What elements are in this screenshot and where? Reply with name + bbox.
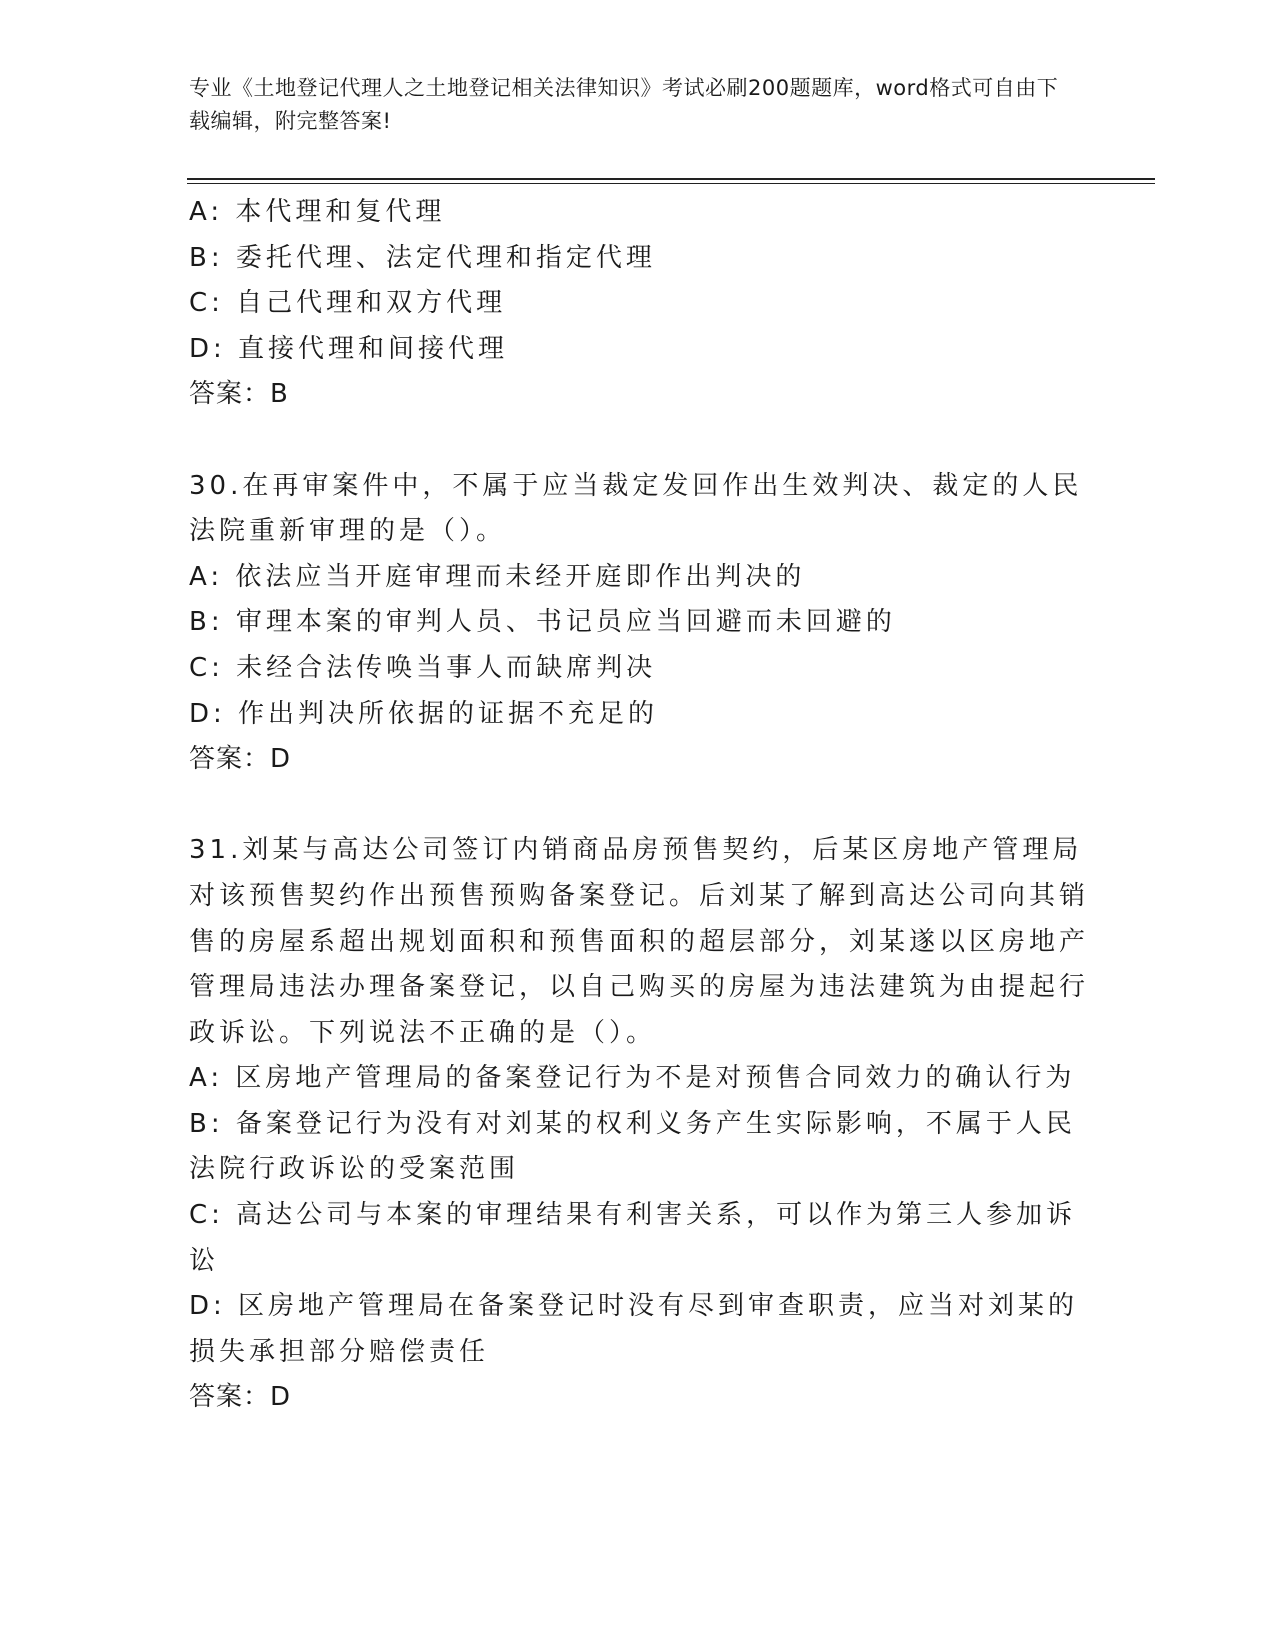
option-a: A: 区房地产管理局的备案登记行为不是对预售合同效力的确认行为	[189, 1063, 1076, 1094]
header-intro: 专业《土地登记代理人之土地登记相关法律知识》考试必刷200题题库，word格式可自由下载编辑，附完整答案!	[189, 76, 1059, 133]
option-b: B: 备案登记行为没有对刘某的权利义务产生实际影响，不属于人民法院行政诉讼的受案范围	[189, 1108, 1076, 1185]
option-c: C: 高达公司与本案的审理结果有利害关系，可以作为第三人参加诉讼	[189, 1200, 1077, 1276]
option-c: C: 未经合法传唤当事人而缺席判决	[189, 652, 657, 683]
header-divider-thick	[187, 178, 1155, 180]
option-d: D: 直接代理和间接代理	[189, 333, 509, 364]
option-d: D: 作出判决所依据的证据不充足的	[189, 698, 659, 729]
document-header	[189, 72, 1069, 138]
question-block-29	[189, 190, 1089, 418]
option-c: C: 自己代理和双方代理	[189, 288, 507, 319]
header-divider-thin	[187, 183, 1155, 184]
answer: 答案：B	[189, 379, 289, 410]
option-b: B: 审理本案的审判人员、书记员应当回避而未回避的	[189, 607, 896, 638]
option-a: A: 依法应当开庭审理而未经开庭即作出判决的	[189, 561, 806, 592]
question-block-31	[189, 828, 1089, 1421]
option-d: D: 区房地产管理局在备案登记时没有尽到审查职责，应当对刘某的损失承担部分赔偿责任	[189, 1291, 1079, 1367]
question-text: 30.在再审案件中，不属于应当裁定发回作出生效判决、裁定的人民法院重新审理的是（）。	[189, 470, 1083, 547]
answer: 答案：D	[189, 1382, 292, 1413]
document-body	[189, 190, 1089, 1467]
option-b: B: 委托代理、法定代理和指定代理	[189, 242, 656, 273]
question-block-30	[189, 464, 1089, 783]
option-a: A: 本代理和复代理	[189, 197, 446, 227]
answer: 答案：D	[189, 744, 292, 775]
question-text: 31.刘某与高达公司签订内销商品房预售契约，后某区房地产管理局对该预售契约作出预售预购备案登记。后刘某了解到高达公司向其销售的房屋系超出规划面积和预售面积的超层部分，刘某遂以区房地产管理局违法办理备案登记，以自己购买的房屋为违法建筑为由提起行政诉讼。下列说法不正确的是（）。	[189, 835, 1090, 1048]
